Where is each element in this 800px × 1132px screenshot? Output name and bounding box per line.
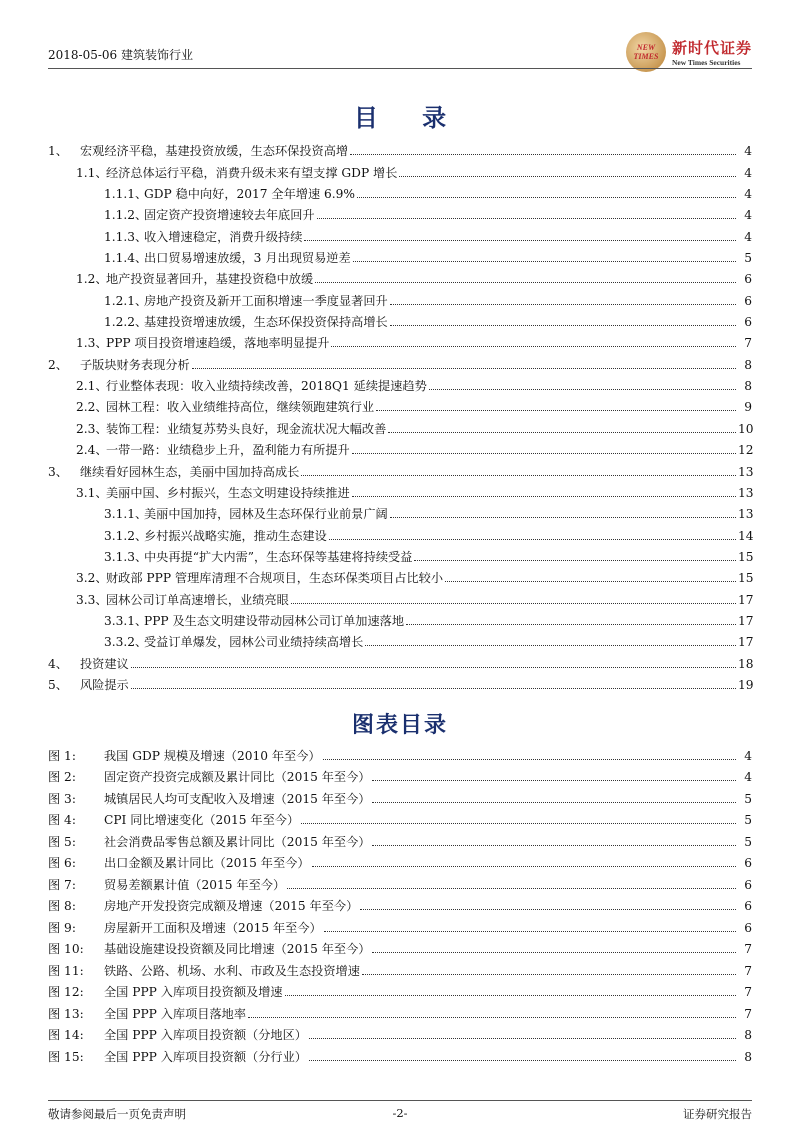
toc-entry-page: 4 <box>744 165 752 180</box>
figure-entry[interactable] <box>48 1023 752 1045</box>
toc-entry[interactable] <box>48 182 752 203</box>
figure-entry-number: 图 14: <box>48 1028 84 1042</box>
figure-dot-leader <box>372 952 736 953</box>
toc-entry[interactable] <box>48 587 752 608</box>
toc-dot-leader <box>445 581 736 582</box>
toc-entry-title: 经济总体运行平稳，消费升级未来有望支撑 GDP 增长 <box>106 165 398 180</box>
footer-report-type: 证券研究报告 <box>683 1107 752 1121</box>
figure-dot-leader <box>324 931 736 932</box>
figure-entry-title: 出口金额及累计同比（2015 年至今） <box>104 856 310 870</box>
toc-entry-number: 1.1.1、 <box>104 187 148 202</box>
page-header <box>48 28 752 68</box>
toc-dot-leader <box>399 176 736 177</box>
toc-entry-page: 6 <box>744 315 752 330</box>
toc-entry-page: 13 <box>738 464 754 479</box>
figure-entry-number: 图 3: <box>48 791 76 806</box>
figure-entry-number: 图 2: <box>48 770 76 784</box>
toc-dot-leader <box>131 688 736 689</box>
toc-dot-leader <box>365 645 736 646</box>
toc-entry[interactable] <box>48 481 752 502</box>
figure-entry-page: 6 <box>744 920 752 935</box>
toc-entry-page: 4 <box>744 229 752 244</box>
figure-entry[interactable] <box>48 851 752 873</box>
toc-dot-leader <box>131 667 736 668</box>
toc-entry-title: 子版块财务表现分析 <box>80 357 190 372</box>
toc-dot-leader <box>390 304 736 305</box>
figure-entry-title: 社会消费品零售总额及累计同比（2015 年至今） <box>104 834 371 849</box>
toc-entry[interactable] <box>48 523 752 544</box>
toc-dot-leader <box>406 624 736 625</box>
toc-entry-title: 乡村振兴战略实施，推动生态建设 <box>144 528 327 543</box>
toc-dot-leader <box>414 560 736 561</box>
figure-entry-number: 图 7: <box>48 877 76 892</box>
toc-entry-number: 2.1、 <box>76 379 108 394</box>
toc-entry-page: 15 <box>738 571 754 586</box>
toc-entry-page: 10 <box>738 421 754 436</box>
toc-entry-number: 2.3、 <box>76 421 108 436</box>
figure-entry-title: 城镇居民人均可支配收入及增速（2015 年至今） <box>104 791 371 806</box>
toc-dot-leader <box>429 389 736 390</box>
toc-entry[interactable] <box>48 395 752 416</box>
figure-entry-page: 8 <box>744 1049 752 1064</box>
toc-entry-title: 受益订单爆发，园林公司业绩持续高增长 <box>144 635 364 650</box>
figure-dot-leader <box>362 974 736 975</box>
figure-dot-leader <box>287 888 736 889</box>
toc-entry[interactable] <box>48 352 752 373</box>
toc-dot-leader <box>376 410 736 411</box>
toc-entry[interactable] <box>48 246 752 267</box>
figure-entry-page: 5 <box>744 813 752 827</box>
toc-entry-page: 7 <box>744 336 752 351</box>
toc-entry-page: 17 <box>738 613 754 628</box>
toc-entry[interactable] <box>48 267 752 288</box>
figure-dot-leader <box>248 1017 736 1018</box>
figure-entry[interactable] <box>48 958 752 980</box>
figure-entry-title: 房屋新开工面积及增速（2015 年至今） <box>104 920 322 935</box>
toc-entry-number: 1.1.3、 <box>104 229 148 244</box>
figure-dot-leader <box>285 995 736 996</box>
toc-entry-page: 15 <box>738 549 754 564</box>
table-of-contents <box>48 139 752 694</box>
figure-entry-page: 7 <box>744 963 752 978</box>
toc-entry-number: 4、 <box>48 656 68 671</box>
toc-entry-title: 行业整体表现：收入业绩持续改善，2018Q1 延续提速趋势 <box>106 379 427 394</box>
toc-entry-page: 12 <box>738 443 754 458</box>
figure-entry-number: 图 9: <box>48 920 76 935</box>
figure-dot-leader <box>312 866 736 867</box>
toc-entry-title: PPP 项目投资增速趋缓，落地率明显提升 <box>106 336 330 351</box>
toc-entry[interactable] <box>48 651 752 672</box>
figure-entry[interactable] <box>48 1044 752 1066</box>
toc-dot-leader <box>304 240 736 241</box>
toc-entry-title: 基建投资增速放缓，生态环保投资保持高增长 <box>144 315 388 330</box>
logo-emblem-icon <box>626 32 666 72</box>
figure-dot-leader <box>309 1038 736 1039</box>
toc-entry[interactable] <box>48 566 752 587</box>
figure-entry-number: 图 6: <box>48 856 76 870</box>
toc-entry-page: 17 <box>738 635 754 650</box>
toc-entry-page: 8 <box>744 379 752 394</box>
toc-entry-number: 3.1、 <box>76 485 108 500</box>
figures-title: 图表目录 <box>351 713 448 738</box>
toc-entry-number: 3、 <box>48 464 68 479</box>
toc-entry-number: 5、 <box>48 677 68 692</box>
toc-entry[interactable] <box>48 502 752 523</box>
toc-entry[interactable] <box>48 438 752 459</box>
figure-entry-page: 7 <box>744 1006 752 1021</box>
figure-entry-number: 图 12: <box>48 985 84 999</box>
figure-entry[interactable] <box>48 937 752 959</box>
logo-chinese-name: 新时代证券 <box>671 39 752 57</box>
toc-entry-number: 2.4、 <box>76 443 108 458</box>
toc-entry-title: PPP 及生态文明建设带动园林公司订单加速落地 <box>144 613 405 628</box>
figure-entry-page: 6 <box>744 877 752 892</box>
toc-entry[interactable] <box>48 139 752 160</box>
toc-entry[interactable] <box>48 374 752 395</box>
toc-entry-number: 1、 <box>48 144 68 159</box>
figure-entry[interactable] <box>48 743 752 765</box>
figure-entry[interactable] <box>48 915 752 937</box>
toc-entry-number: 1.1.2、 <box>104 208 148 223</box>
toc-entry-title: 宏观经济平稳，基建投资放缓，生态环保投资高增 <box>80 144 349 159</box>
toc-entry-title: 收入增速稳定，消费升级持续 <box>144 229 303 244</box>
toc-entry-title: 固定资产投资增速较去年底回升 <box>144 208 315 223</box>
toc-entry-number: 1.2.1、 <box>104 293 148 308</box>
toc-entry-number: 3.3.2、 <box>104 635 148 650</box>
figure-entry-title: 全国 PPP 入库项目落地率 <box>104 1006 247 1021</box>
figure-dot-leader <box>372 780 736 781</box>
figure-entry[interactable] <box>48 829 752 851</box>
toc-title: 目 录 <box>353 104 465 132</box>
toc-entry-title: 继续看好园林生态，美丽中国加持高成长 <box>80 464 300 479</box>
figure-entry-page: 5 <box>744 791 752 806</box>
toc-dot-leader <box>353 261 736 262</box>
toc-entry-page: 9 <box>744 400 752 415</box>
toc-entry-page: 6 <box>744 272 752 287</box>
toc-entry-page: 13 <box>738 485 754 500</box>
figure-entry-title: 全国 PPP 入库项目投资额及增速 <box>104 985 283 999</box>
toc-entry-number: 1.1.4、 <box>104 251 148 266</box>
figure-entry-title: 贸易差额累计值（2015 年至今） <box>104 877 286 892</box>
toc-dot-leader <box>388 432 736 433</box>
toc-entry-title: 地产投资显著回升，基建投资稳中放缓 <box>106 272 314 287</box>
figure-entry-title: 全国 PPP 入库项目投资额（分地区） <box>104 1028 307 1042</box>
toc-dot-leader <box>331 346 736 347</box>
toc-entry-page: 4 <box>744 144 752 159</box>
figure-dot-leader <box>301 823 736 824</box>
figure-entry-page: 8 <box>744 1028 752 1042</box>
toc-dot-leader <box>192 368 736 369</box>
figure-entry-number: 图 10: <box>48 942 84 956</box>
footer-disclaimer: 敬请参阅最后一页免责声明 <box>48 1107 186 1121</box>
figure-entry-title: 固定资产投资完成额及累计同比（2015 年至今） <box>104 770 371 784</box>
figure-entry-title: 基础设施建设投资额及同比增速（2015 年至今） <box>104 942 371 956</box>
toc-dot-leader <box>291 603 736 604</box>
toc-dot-leader <box>390 325 736 326</box>
figure-entry[interactable] <box>48 980 752 1002</box>
figure-dot-leader <box>309 1060 736 1061</box>
toc-entry[interactable] <box>48 310 752 331</box>
figure-entry-title: 我国 GDP 规模及增速（2010 年至今） <box>104 748 321 763</box>
toc-entry[interactable] <box>48 673 752 694</box>
figure-entry-title: 房地产开发投资完成额及增速（2015 年至今） <box>104 899 359 913</box>
toc-dot-leader <box>317 218 736 219</box>
figure-entry-page: 6 <box>744 856 752 870</box>
toc-entry-number: 1.2、 <box>76 272 108 287</box>
toc-entry-title: 园林公司订单高速增长，业绩亮眼 <box>106 592 289 607</box>
figure-entry-page: 7 <box>744 942 752 956</box>
toc-entry[interactable] <box>48 609 752 630</box>
toc-entry-title: 一带一路：业绩稳步上升，盈利能力有所提升 <box>106 443 350 458</box>
company-logo <box>626 32 752 72</box>
figures-list <box>48 743 752 1066</box>
toc-entry[interactable] <box>48 288 752 309</box>
figure-entry[interactable] <box>48 808 752 830</box>
toc-dot-leader <box>315 282 736 283</box>
toc-entry-title: 美丽中国加持，园林及生态环保行业前景广阔 <box>144 507 388 522</box>
toc-entry[interactable] <box>48 160 752 181</box>
figure-dot-leader <box>360 909 736 910</box>
toc-entry-title: 园林工程：收入业绩维持高位，继续领跑建筑行业 <box>106 400 375 415</box>
toc-entry-title: 房地产投资及新开工面积增速一季度显著回升 <box>144 293 388 308</box>
figure-dot-leader <box>372 845 736 846</box>
toc-entry-title: 出口贸易增速放缓，3 月出现贸易逆差 <box>144 251 351 266</box>
toc-dot-leader <box>329 539 736 540</box>
figure-entry-title: 铁路、公路、机场、水利、市政及生态投资增速 <box>104 963 360 978</box>
header-date-industry: 2018-05-06 建筑装饰行业 <box>48 48 194 62</box>
figure-entry[interactable] <box>48 872 752 894</box>
toc-entry-number: 3.3、 <box>76 592 108 607</box>
figure-entry[interactable] <box>48 894 752 916</box>
toc-entry-title: 中央再提“扩大内需”，生态环保等基建将持续受益 <box>144 549 413 564</box>
toc-entry-title: GDP 稳中向好，2017 全年增速 6.9% <box>144 187 355 202</box>
toc-entry-page: 14 <box>738 528 754 543</box>
toc-entry-page: 4 <box>744 187 752 202</box>
toc-dot-leader <box>352 496 736 497</box>
figure-entry-page: 5 <box>744 834 752 849</box>
toc-entry-number: 3.2、 <box>76 571 108 586</box>
toc-dot-leader <box>301 475 736 476</box>
toc-entry-number: 1.1、 <box>76 165 108 180</box>
toc-entry-number: 2.2、 <box>76 400 108 415</box>
toc-entry-number: 1.2.2、 <box>104 315 148 330</box>
figure-entry[interactable] <box>48 786 752 808</box>
toc-entry-title: 美丽中国、乡村振兴，生态文明建设持续推进 <box>106 485 350 500</box>
toc-entry[interactable] <box>48 545 752 566</box>
toc-entry-page: 6 <box>744 293 752 308</box>
figure-entry-page: 4 <box>744 748 752 763</box>
toc-entry-title: 财政部 PPP 管理库清理不合规项目，生态环保类项目占比较小 <box>106 571 444 586</box>
toc-entry-number: 3.3.1、 <box>104 613 148 628</box>
toc-entry[interactable] <box>48 416 752 437</box>
toc-entry-page: 8 <box>744 357 752 372</box>
figure-entry-number: 图 5: <box>48 834 76 849</box>
figure-entry-number: 图 11: <box>48 963 84 978</box>
toc-entry[interactable] <box>48 224 752 245</box>
toc-entry[interactable] <box>48 630 752 651</box>
toc-entry[interactable] <box>48 203 752 224</box>
toc-dot-leader <box>352 453 736 454</box>
toc-entry-page: 18 <box>738 656 754 671</box>
figure-dot-leader <box>372 802 736 803</box>
toc-dot-leader <box>350 154 736 155</box>
figure-entry-page: 4 <box>744 770 752 784</box>
figure-entry-number: 图 8: <box>48 899 76 913</box>
figure-dot-leader <box>323 759 736 760</box>
toc-entry-number: 1.3、 <box>76 336 108 351</box>
figure-entry-number: 图 13: <box>48 1006 84 1021</box>
toc-entry-title: 投资建议 <box>80 656 129 671</box>
figure-entry-number: 图 1: <box>48 748 76 763</box>
toc-entry-title: 装饰工程：业绩复苏势头良好，现金流状况大幅改善 <box>106 421 387 436</box>
toc-dot-leader <box>390 517 736 518</box>
logo-english-name: New Times Securities <box>671 58 741 67</box>
toc-entry[interactable] <box>48 459 752 480</box>
footer-divider <box>48 1100 752 1101</box>
toc-entry-title: 风险提示 <box>80 677 129 692</box>
toc-entry-number: 3.1.1、 <box>104 507 148 522</box>
toc-entry-page: 5 <box>744 251 752 266</box>
toc-entry-number: 3.1.3、 <box>104 549 148 564</box>
figure-entry-title: CPI 同比增速变化（2015 年至今） <box>104 813 300 827</box>
logo-emblem-text: NEW TIMES <box>633 43 659 61</box>
figure-entry[interactable] <box>48 765 752 787</box>
figure-entry[interactable] <box>48 1001 752 1023</box>
toc-entry[interactable] <box>48 331 752 352</box>
page-number: -2- <box>392 1106 408 1120</box>
figure-entry-page: 6 <box>744 899 752 913</box>
figure-entry-number: 图 4: <box>48 813 76 827</box>
toc-entry-page: 19 <box>738 677 754 692</box>
toc-entry-page: 13 <box>738 507 754 522</box>
toc-entry-number: 3.1.2、 <box>104 528 148 543</box>
header-divider <box>48 68 752 69</box>
toc-dot-leader <box>357 197 736 198</box>
toc-entry-number: 2、 <box>48 357 68 372</box>
toc-entry-page: 17 <box>738 592 754 607</box>
figure-entry-number: 图 15: <box>48 1049 84 1064</box>
figure-entry-title: 全国 PPP 入库项目投资额（分行业） <box>104 1049 307 1064</box>
figure-entry-page: 7 <box>744 985 752 999</box>
toc-entry-page: 4 <box>744 208 752 223</box>
logo-text <box>672 37 752 67</box>
